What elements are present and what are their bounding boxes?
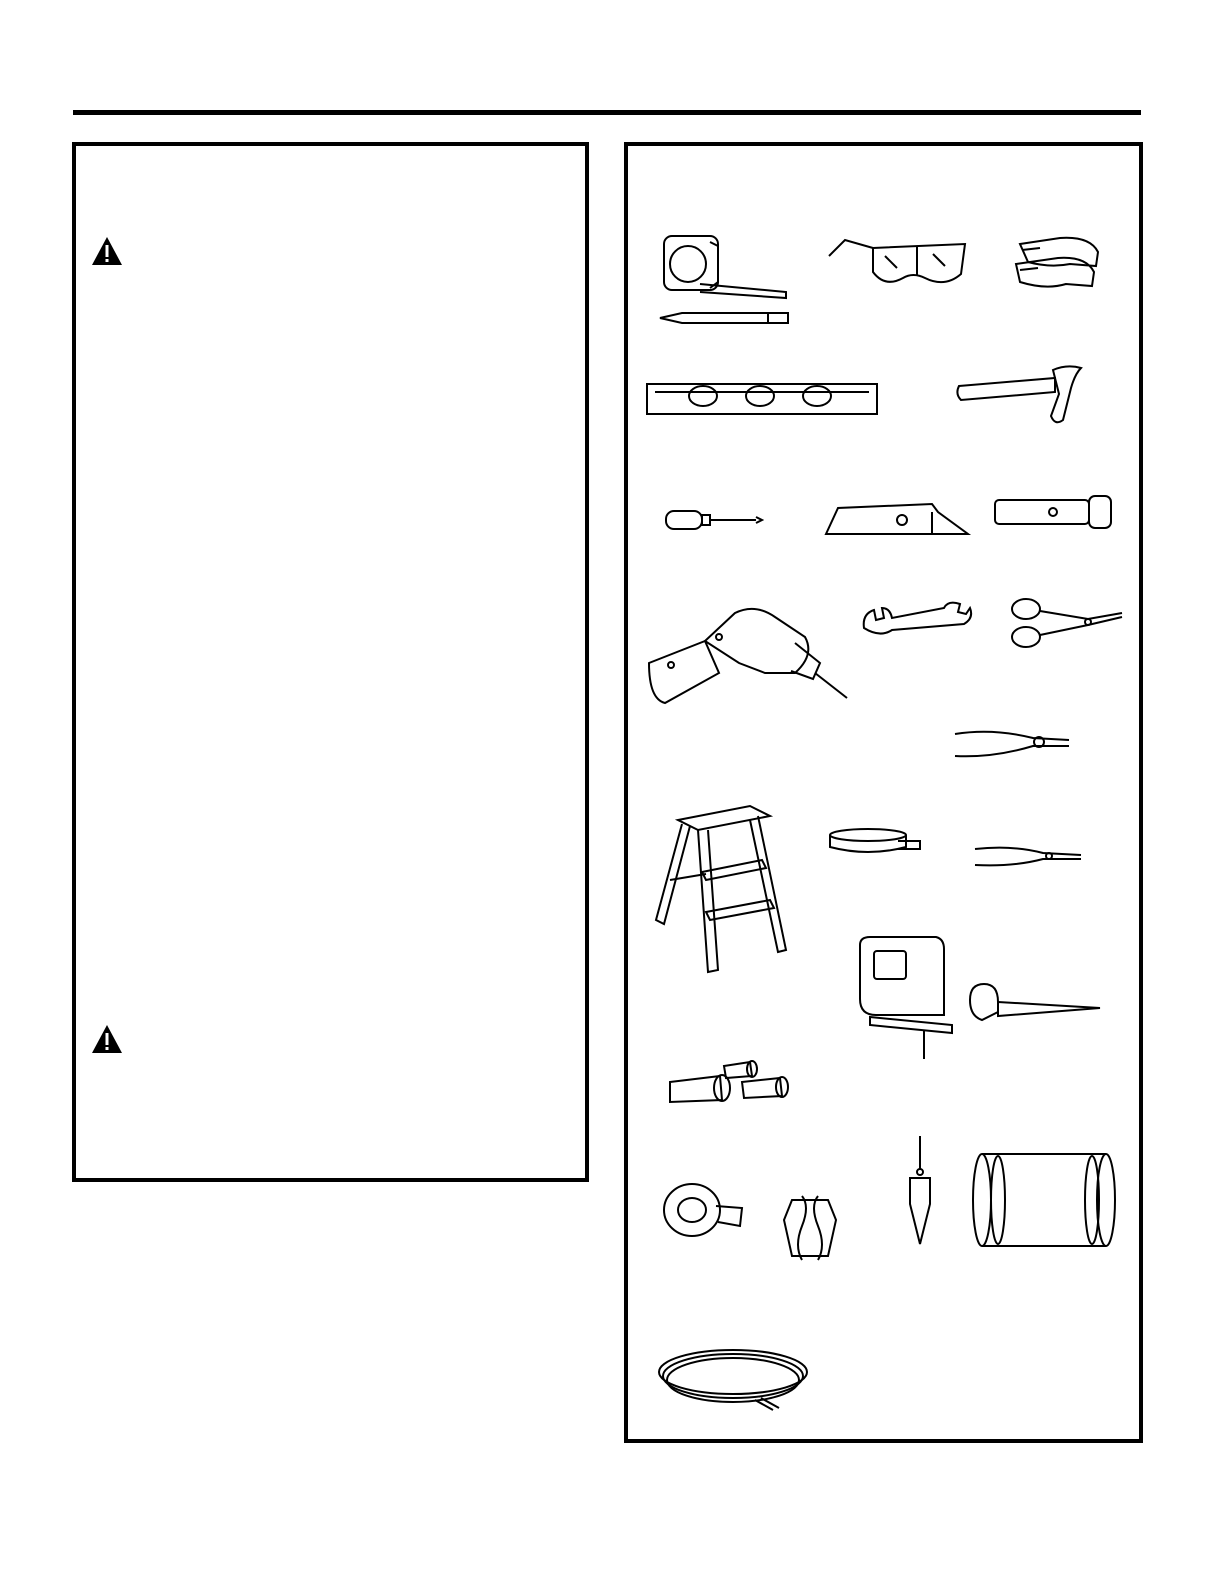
duct-tape-icon xyxy=(828,827,923,855)
jigsaw-icon xyxy=(856,935,956,1060)
hammer-icon xyxy=(955,364,1085,429)
strain-relief-connector-icon xyxy=(780,1186,840,1264)
power-drill-icon xyxy=(645,603,850,708)
work-gloves-icon xyxy=(1010,234,1105,294)
tape-measure-icon xyxy=(660,232,790,302)
open-end-wrench-icon xyxy=(860,600,975,636)
pencil-icon xyxy=(658,310,793,326)
duct-pipe-icon xyxy=(970,1150,1120,1250)
wire-nuts-icon xyxy=(664,1060,794,1110)
step-ladder-icon xyxy=(650,800,795,980)
warning-triangle-icon xyxy=(91,236,123,266)
phillips-screwdriver-icon xyxy=(664,508,764,532)
tin-snips-icon xyxy=(1006,593,1126,651)
warning-triangle-icon xyxy=(91,1024,123,1054)
header-rule xyxy=(73,110,1141,115)
keyhole-saw-icon xyxy=(968,982,1103,1024)
wire-stripper-icon xyxy=(973,843,1085,871)
wire-coil-icon xyxy=(655,1342,815,1412)
safety-glasses-icon xyxy=(825,234,970,292)
safety-panel xyxy=(72,142,589,1182)
nut-driver-icon xyxy=(993,494,1115,530)
utility-knife-icon xyxy=(822,500,972,540)
electrical-tape-icon xyxy=(660,1178,745,1243)
pliers-icon xyxy=(953,724,1073,764)
level-icon xyxy=(645,378,880,418)
plumb-bob-icon xyxy=(904,1134,936,1249)
